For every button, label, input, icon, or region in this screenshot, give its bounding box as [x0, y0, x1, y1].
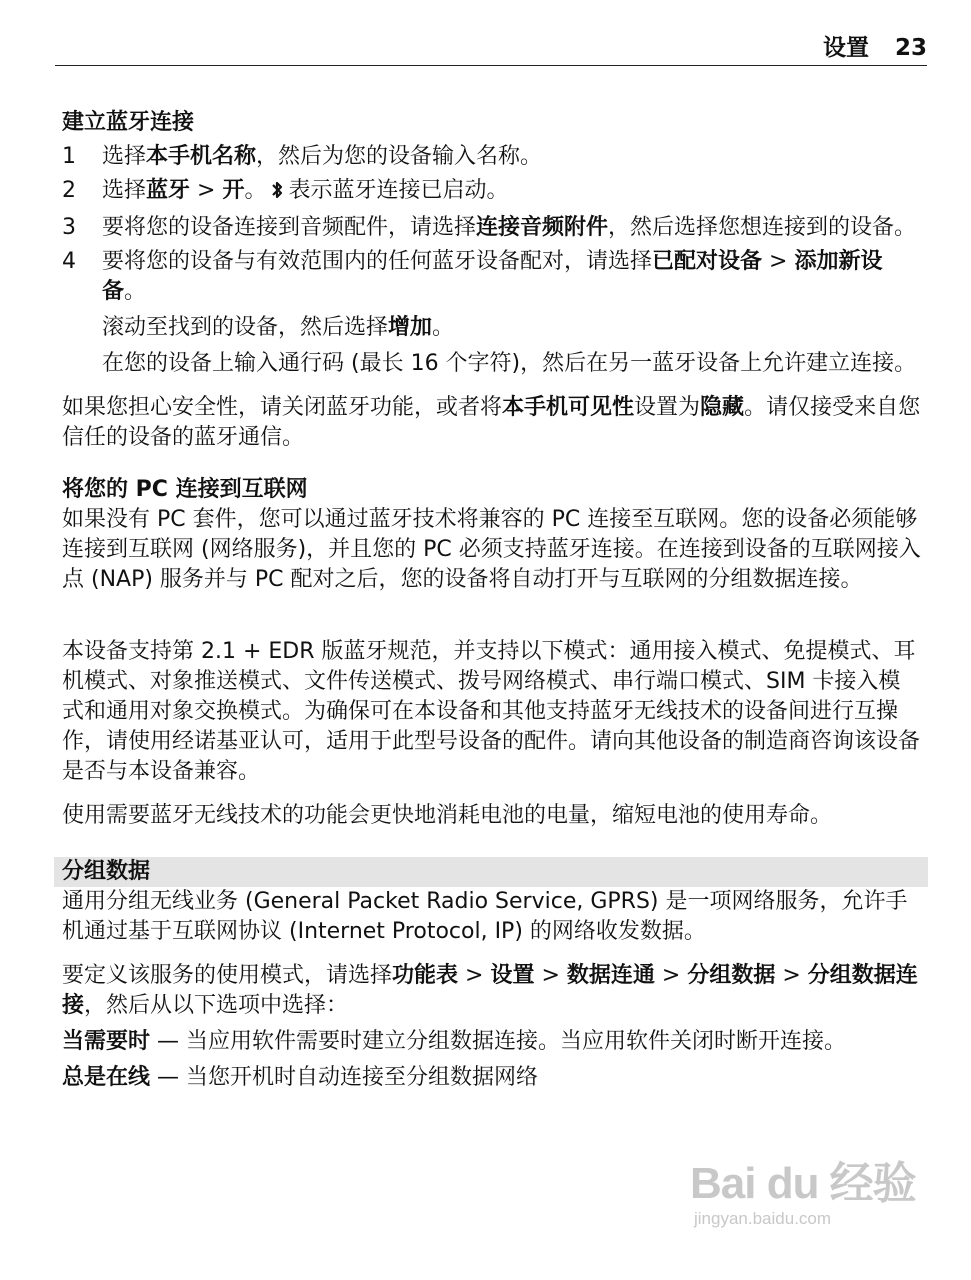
step-4-substep-1: [102, 313, 922, 343]
page-content: [62, 108, 922, 1093]
text: 如果您担心安全性，请关闭蓝牙功能，或者将: [62, 395, 503, 420]
watermark-url: jingyan.baidu.com: [694, 1209, 832, 1228]
step-number: 4: [62, 249, 76, 274]
text: 。: [432, 315, 455, 340]
bluetooth-icon: [270, 179, 284, 209]
menu-term: 蓝牙: [146, 178, 191, 203]
text: ，然后为您的设备输入名称。: [256, 144, 543, 169]
option-desc: — 当应用软件需要时建立分组数据连接。当应用软件关闭时断开连接。: [150, 1029, 847, 1054]
section-title: 设置: [822, 34, 869, 61]
text: 要定义该服务的使用模式，请选择: [62, 963, 393, 988]
step-3: [62, 213, 922, 243]
option-term: 当需要时: [62, 1029, 151, 1054]
text: 要将您的设备连接到音频配件，请选择: [102, 215, 477, 240]
menu-term: 本手机可见性: [502, 395, 635, 420]
pc-paragraph: 如果没有 PC 套件，您可以通过蓝牙技术将兼容的 PC 连接至互联网。您的设备必须能够连接到互联网 (网络服务)，并且您的 PC 必须支持蓝牙连接。在连接到设备的互联网接入点 (NAP) 服务并与 PC 配对之后，您的设备将自动打开与互联网的分组数据连接。: [62, 507, 921, 592]
text: >: [190, 178, 223, 203]
option-term: 总是在线: [62, 1065, 151, 1090]
text: 。: [244, 178, 267, 203]
menu-term: 分组数据: [687, 963, 776, 988]
text: 选择: [102, 144, 147, 169]
text: 滚动至找到的设备，然后选择: [102, 315, 389, 340]
text: 要将您的设备与有效范围内的任何蓝牙设备配对，请选择: [102, 249, 653, 274]
menu-term: 数据连通: [566, 963, 655, 988]
option-desc: — 当您开机时自动连接至分组数据网络: [150, 1065, 539, 1090]
step-1: [62, 142, 922, 172]
watermark-logo: Bai du 经验: [690, 1159, 916, 1208]
menu-term: 已配对设备: [652, 249, 763, 274]
separator: >: [534, 963, 567, 988]
pc-heading: 将您的 PC 连接到互联网: [62, 477, 308, 502]
separator: >: [775, 963, 808, 988]
packet-data-heading: 分组数据: [54, 857, 928, 887]
step-number: 1: [62, 144, 76, 169]
menu-term: 增加: [388, 315, 433, 340]
menu-term: 功能表: [392, 963, 459, 988]
step-text: [102, 247, 922, 307]
spec-paragraph: 本设备支持第 2.1 + EDR 版蓝牙规范，并支持以下模式：通用接入模式、免提模式、耳机模式、对象推送模式、文件传送模式、拨号网络模式、串行端口模式、SIM 卡接入模式和通用对象交换模式。为确保可在本设备和其他支持蓝牙无线技术的设备间进行互操作，请使用经诺基亚认可，适用于此型号设备的配件。请向其他设备的制造商咨询该设备是否与本设备兼容。: [62, 639, 921, 784]
text: 选择: [102, 178, 147, 203]
text: >: [762, 249, 795, 274]
menu-term: 添加新设备: [102, 249, 883, 304]
battery-paragraph: 使用需要蓝牙无线技术的功能会更快地消耗电池的电量，缩短电池的使用寿命。: [62, 803, 833, 828]
separator: >: [654, 963, 688, 988]
menu-path-paragraph: [62, 961, 922, 1021]
page-header: [55, 30, 927, 66]
baidu-watermark: [690, 1160, 920, 1240]
text: 设置为: [634, 395, 701, 420]
text: 表示蓝牙连接已启动。: [288, 178, 509, 203]
page-number: 23: [894, 34, 927, 61]
security-paragraph: [62, 393, 922, 453]
bluetooth-heading: 建立蓝牙连接: [62, 110, 195, 135]
menu-term: 设置: [490, 963, 535, 988]
text: 。请仅接受来自您信任的设备的蓝牙通信。: [62, 395, 921, 450]
menu-term: 分组数据连接: [62, 963, 918, 1018]
text: ，然后从以下选项中选择：: [84, 993, 349, 1018]
step-4: [62, 247, 922, 307]
step-text: [102, 142, 922, 172]
option-always-online: [62, 1063, 922, 1093]
step-text: [102, 213, 922, 243]
step-number: 2: [62, 178, 76, 203]
step-number: 3: [62, 215, 76, 240]
step-2: [62, 176, 922, 209]
text: 。: [124, 279, 147, 304]
text: ，然后选择您想连接到的设备。: [608, 215, 917, 240]
gprs-paragraph: 通用分组无线业务 (General Packet Radio Service, GPRS) 是一项网络服务，允许手机通过基于互联网协议 (Internet Protocol, IP) 的网络收发数据。: [62, 889, 908, 944]
step-4-substep-2: 在您的设备上输入通行码 (最长 16 个字符)，然后在另一蓝牙设备上允许建立连接。: [102, 351, 917, 376]
menu-term: 隐藏: [700, 395, 745, 420]
separator: >: [458, 963, 491, 988]
menu-term: 本手机名称: [146, 144, 257, 169]
option-when-needed: [62, 1027, 922, 1057]
menu-term: 连接音频附件: [476, 215, 609, 240]
menu-term: 开: [222, 178, 245, 203]
step-text: [102, 176, 922, 209]
